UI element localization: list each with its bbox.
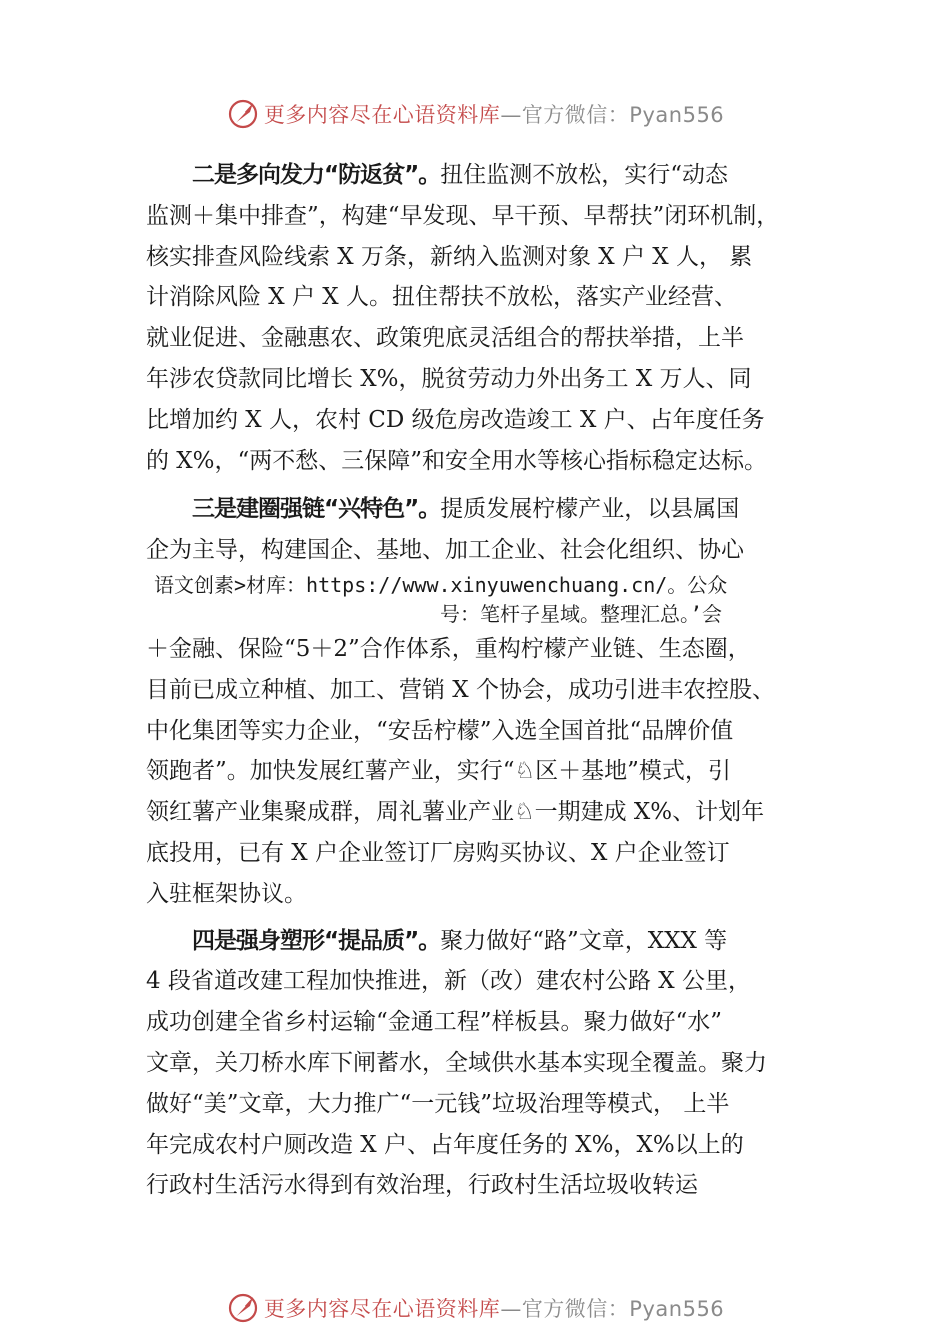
text-line: 文章，关刀桥水库下闸蓄水，全域供水基本实现全覆盖。聚力: [146, 1049, 767, 1076]
paragraph-3: [146, 921, 836, 1207]
paragraph-2: [146, 489, 836, 914]
banner-red-text: 更多内容尽在心语资料库: [263, 103, 501, 127]
paragraph-1: [146, 155, 836, 481]
footer-banner: [0, 1288, 950, 1328]
text-line: ＋金融、保险“5＋2”合作体系，重构柠檬产业链、生态圈，: [146, 635, 751, 662]
text-line: 就业促进、金融惠农、政策兜底灵活组合的帮扶举措，上半: [146, 325, 744, 352]
text-line: 4 段省道改建工程加快推进，新（改）建农村公路 X 公里，: [146, 968, 751, 995]
document-body: [146, 155, 836, 1214]
text-line: 四是强身塑形“提品质”。聚力做好“路”文章，XXX 等: [192, 927, 728, 954]
text-line: 领跑者”。加快发展红薯产业，实行“♘区＋基地”模式，引: [146, 758, 731, 785]
text-line: 目前已成立种植、加工、营销 X 个协会，成功引进丰农控股、: [146, 676, 775, 703]
text-line: 的 X%，“两不愁、三保障”和安全用水等核心指标稳定达标。: [146, 447, 768, 474]
text-line: 二是多向发力“防返贫”。扭住监测不放松，实行“动态: [192, 162, 728, 188]
text-line: 计消除风险 X 户 X 人。扭住帮扶不放松，落实产业经营、: [146, 284, 737, 311]
text-line: 年涉农贷款同比增长 X%，脱贫劳动力外出务工 X 万人、同: [146, 365, 752, 392]
text-line: 三是建圈强链“兴特色”。提质发展柠檬产业，以县属国: [192, 496, 740, 523]
banner-gray-text: —官方微信：Pyan556: [500, 1297, 725, 1321]
quill-logo-icon: [226, 97, 260, 131]
text-line: 领红薯产业集聚成群，周礼薯业产业♘一期建成 X%、计划年: [146, 799, 765, 826]
watermark-line: 语文创素>材库：https://www.xinyuwenchuang.cn/。公众: [154, 572, 728, 597]
text-line: 监测＋集中排查”，构建“早发现、早干预、早帮扶”闭环机制，: [146, 202, 780, 229]
text-line: 年完成农村户厕改造 X 户、占年度任务的 X%，X%以上的: [146, 1131, 744, 1158]
quill-logo-icon: [226, 1291, 260, 1325]
text-line: 企为主导，构建国企、基地、加工企业、社会化组织、协心: [146, 537, 744, 564]
text-line: 底投用，已有 X 户企业签订厂房购买协议、X 户企业签订: [146, 839, 730, 866]
text-line: 做好“美”文章，大力推广“一元钱”垃圾治理等模式， 上半: [146, 1090, 730, 1117]
text-line: 行政村生活污水得到有效治理，行政村生活垃圾收转运: [146, 1172, 698, 1199]
text-line: 比增加约 X 人，农村 CD 级危房改造竣工 X 户、占年度任务: [146, 406, 765, 433]
banner-gray-text: —官方微信：Pyan556: [500, 103, 725, 127]
paragraph-lead: 二是多向发力“防返贫”。: [192, 162, 441, 188]
banner-red-text: 更多内容尽在心语资料库: [263, 1297, 501, 1321]
paragraph-lead: 四是强身塑形“提品质”。: [192, 927, 441, 954]
text-line: 入驻框架协议。: [146, 880, 307, 907]
text-line: 中化集团等实力企业，“安岳柠檬”入选全国首批“品牌价值: [146, 717, 734, 744]
header-banner: [0, 94, 950, 134]
text-line: 核实排查风险线索 X 万条，新纳入监测对象 X 户 X 人， 累: [146, 243, 753, 270]
watermark-line: 号：笔杆子星域。整理汇总。’会: [440, 601, 723, 626]
text-line: 成功创建全省乡村运输“金通工程”样板县。聚力做好“水”: [146, 1009, 723, 1036]
paragraph-lead: 三是建圈强链“兴特色”。: [192, 496, 441, 523]
